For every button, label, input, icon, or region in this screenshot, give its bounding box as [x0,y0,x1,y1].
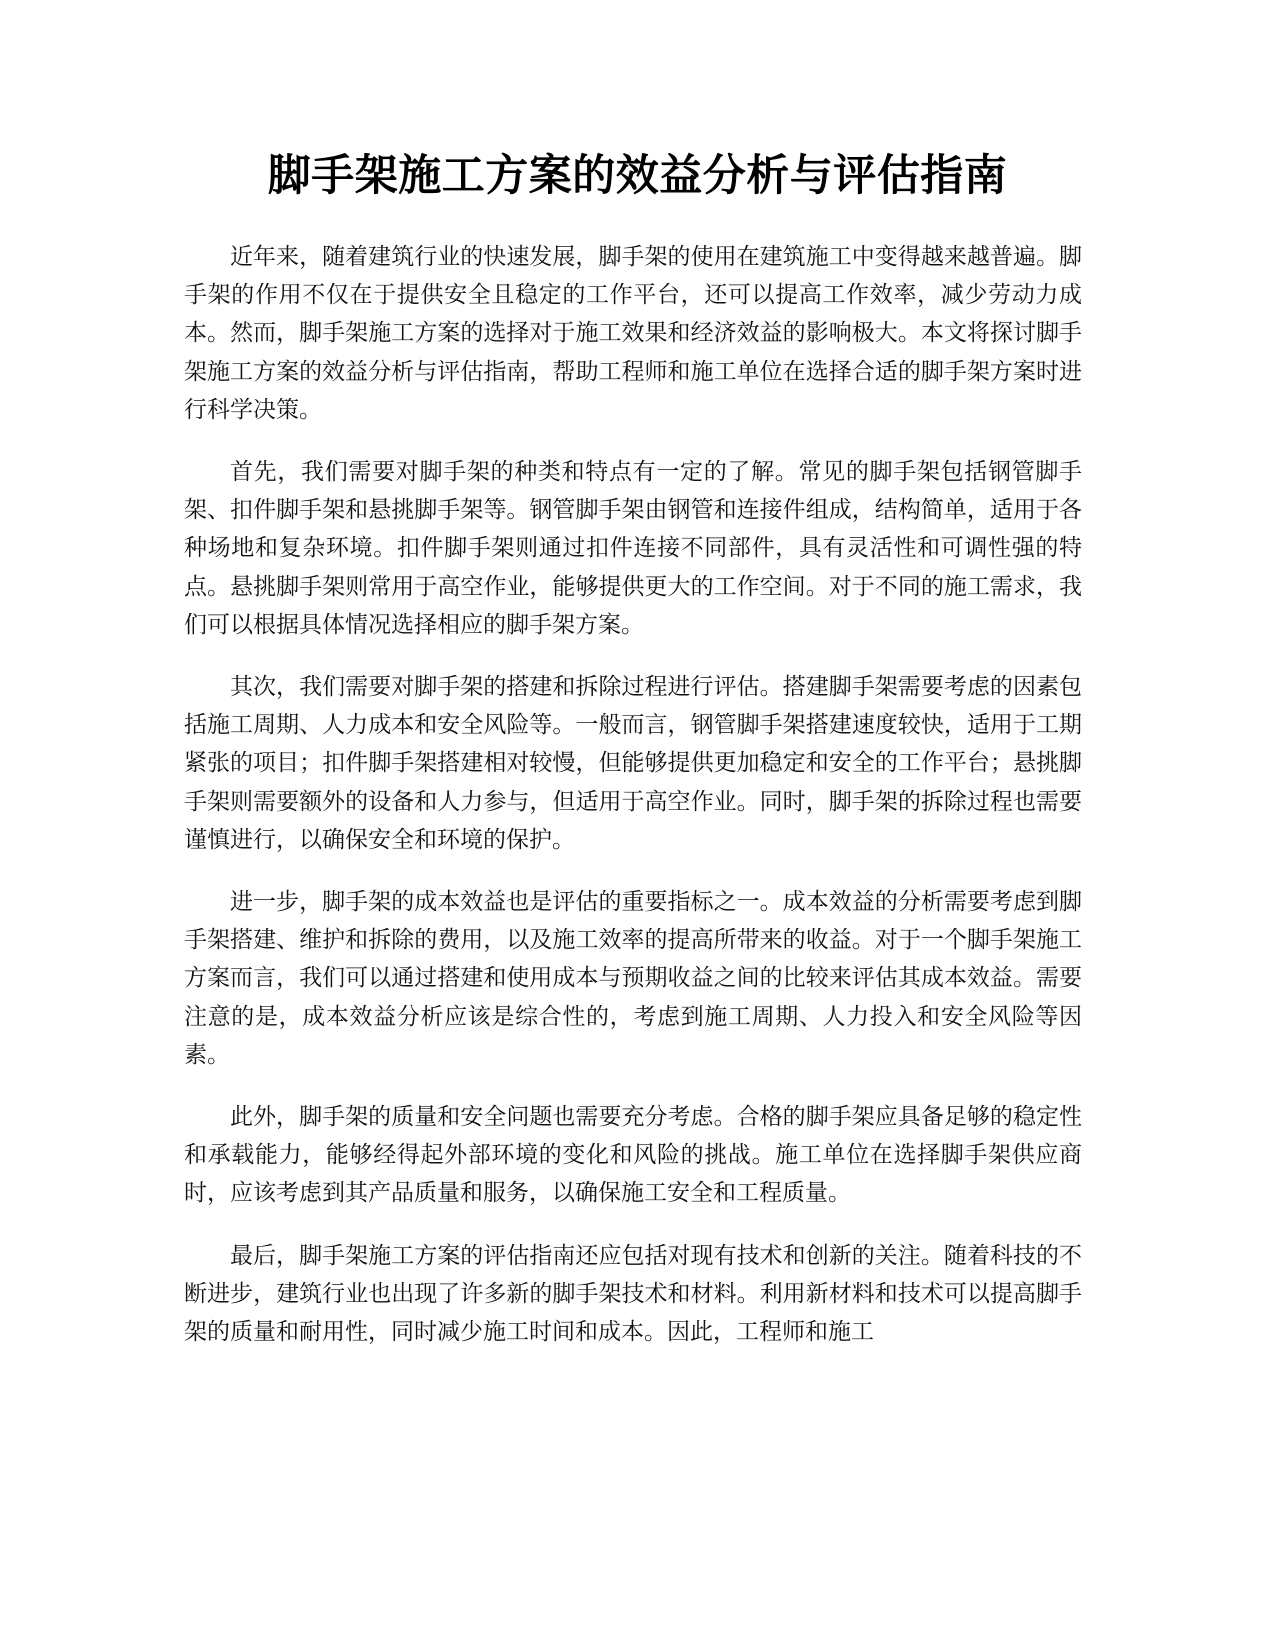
paragraph-cost-benefit: 进一步，脚手架的成本效益也是评估的重要指标之一。成本效益的分析需要考虑到脚手架搭建、维护和拆除的费用，以及施工效率的提高所带来的收益。对于一个脚手架施工方案而言，我们可以通过搭建和使用成本与预期收益之间的比较来评估其成本效益。需要注意的是，成本效益分析应该是综合性的，考虑到施工周期、人力投入和安全风险等因素。 [184,889,1082,1068]
paragraph-erection-removal: 其次，我们需要对脚手架的搭建和拆除过程进行评估。搭建脚手架需要考虑的因素包括施工周期、人力成本和安全风险等。一般而言，钢管脚手架搭建速度较快，适用于工期紧张的项目；扣件脚手架搭建相对较慢，但能够提供更加稳定和安全的工作平台；悬挑脚手架则需要额外的设备和人力参与，但适用于高空作业。同时，脚手架的拆除过程也需要谨慎进行，以确保安全和环境的保护。 [184,674,1082,853]
paragraph-quality-safety: 此外，脚手架的质量和安全问题也需要充分考虑。合格的脚手架应具备足够的稳定性和承载能力，能够经得起外部环境的变化和风险的挑战。施工单位在选择脚手架供应商时，应该考虑到其产品质量和服务，以确保施工安全和工程质量。 [184,1104,1082,1207]
paragraph-innovation: 最后，脚手架施工方案的评估指南还应包括对现有技术和创新的关注。随着科技的不断进步，建筑行业也出现了许多新的脚手架技术和材料。利用新材料和技术可以提高脚手架的质量和耐用性，同时减少施工时间和成本。因此，工程师和施工 [184,1242,1082,1346]
paragraph-types: 首先，我们需要对脚手架的种类和特点有一定的了解。常见的脚手架包括钢管脚手架、扣件脚手架和悬挑脚手架等。钢管脚手架由钢管和连接件组成，结构简单，适用于各种场地和复杂环境。扣件脚手架则通过扣件连接不同部件，具有灵活性和可调性强的特点。悬挑脚手架则常用于高空作业，能够提供更大的工作空间。对于不同的施工需求，我们可以根据具体情况选择相应的脚手架方案。 [184,459,1082,638]
document-title: 脚手架施工方案的效益分析与评估指南 [267,151,1008,201]
paragraph-intro: 近年来，随着建筑行业的快速发展，脚手架的使用在建筑施工中变得越来越普遍。脚手架的作用不仅在于提供安全且稳定的工作平台，还可以提高工作效率，减少劳动力成本。然而，脚手架施工方案的选择对于施工效果和经济效益的影响极大。本文将探讨脚手架施工方案的效益分析与评估指南，帮助工程师和施工单位在选择合适的脚手架方案时进行科学决策。 [184,244,1082,423]
document-body [184,238,1082,1375]
